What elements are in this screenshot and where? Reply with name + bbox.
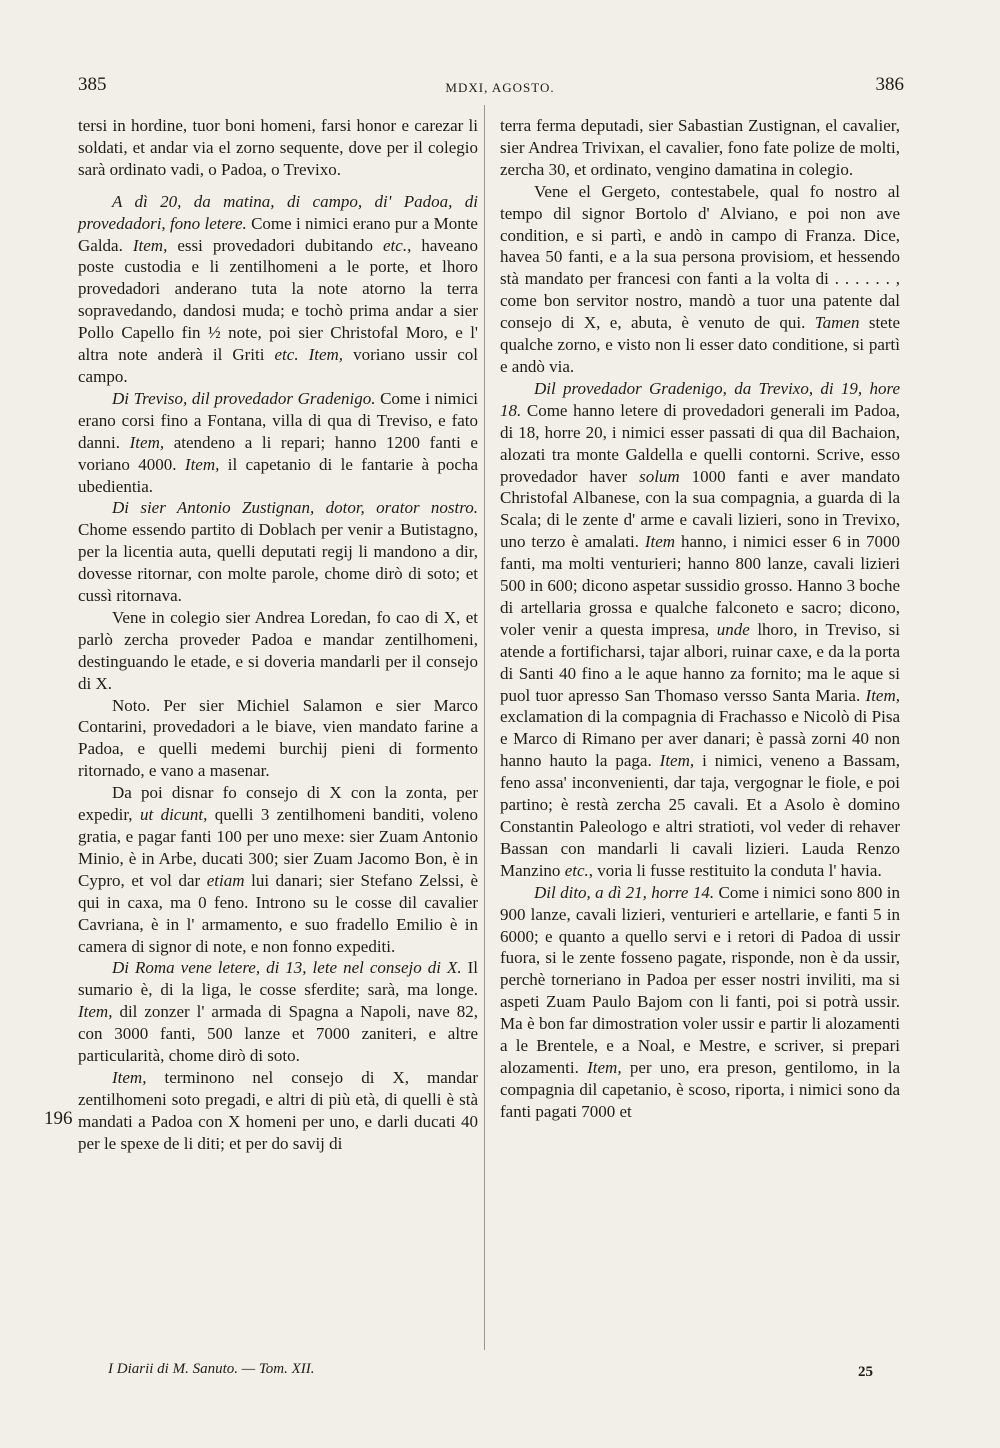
paragraph: Dil provedador Gradenigo, da Trevixo, di 19, hore 18. Come hanno letere di provedadori generali im Padoa, di 18, horre 20, i nimici esser passati di qua dil Bachaion, alozati tra monte Galdella e quelli contorni. Scrive, esso provedador haver solum 1000 fanti e aver mandato Christofal Albanese, con la sua compagnia, a guarda di la Scala; di le zente d' arme e cavali lizieri, sono in Trevixo, uno terzo è amalati. Item hanno, i nimici esser 6 in 7000 fanti, ma molti venturieri; hanno 800 lanze, cavali lizieri 500 in 600; dicono aspetar sussidio grosso. Hanno 3 boche di artellaria grossa e qualche falconeto e sacro; dicono, voler venir a questa impresa, unde lhoro, in Treviso, si atende a fortificharsi, tajar albori, ruinar caxe, e da la porta di Santi 40 fino a le aque hanno za fornito; ma le aque si puol tuor apresso San Thomaso versso Santa Maria. Item, exclamation di la compagnia di Frachasso e Nicolò di Pisa e Marco di Rimano per aver danari; è passà zorni 40 non hanno hauto la paga. Item, i nimici, veneno a Bassam, feno assa' inconvenienti, dar taja, vergognar le fiole, e poi partino; è restà zercha 25 cavali. Et a Asolo è domino Constantin Paleologo e altri stratioti, vol veder di rehaver Bassan con mandarli li cavali lizieri. Lauda Renzo Manzino etc., voria li fusse restituito la conduta l' havia. [500, 378, 900, 880]
paragraph: Da poi disnar fo consejo di X con la zonta, per expedir, ut dicunt, quelli 3 zentilhomeni banditi, voleno gratia, e pagar fanti 100 per uno mexe: sier Zuam Antonio Minio, è in Arbe, ducati 300; sier Zuam Jacomo Bon, è in Cypro, et vol dar etiam lui danari; sier Stefano Zelssi, è qui in caxa, ma 0 feno. Introno su le cosse dil cavalier Cavriana, è in l' armamento, e suo fradello Emilio è in camera di signor di note, e non fonno expediti. [78, 783, 479, 956]
paragraph: Noto. Per sier Michiel Salamon e sier Marco Contarini, provedadori a le biave, vien mandato farine a Padoa, e quelli medemi burchij pieni di formento ritornado, e vano a masenar. [78, 695, 478, 781]
paragraph: Item, terminono nel consejo di X, mandar zentilhomeni soto pregadi, e altri di più età, di quelli è stà mandati a Padoa con X homeni per uno, e darli ducati 40 per le spexe de li diti; et per do savij di [78, 1067, 478, 1153]
page-number-left: 385 [78, 74, 107, 95]
paragraph: A dì 20, da matina, di campo, di' Padoa, di provedadori, fono letere. Come i nimici erano pur a Monte Galda. Item, essi provedadori dubitando etc., haveano poste custodia e li zentilhomeni a le porte, et lhoro provedadori anderano tuta la note atorno la terra sopravedando, dandosi muda; e tochò prima andar a sier Pollo Capello fin ½ note, poi sier Christofal Moro, e l' altra note anderà il Griti etc. Item, voriano ussir col campo. [78, 191, 478, 386]
page-number-right: 386 [875, 74, 904, 95]
paragraph: Vene el Gergeto, contestabele, qual fo nostro al tempo dil signor Bortolo d' Alviano, e poi non ave condition, e si partì, e andò in campo di Franza. Dice, havea 50 fanti, e a la sua persona provisiom, et hessendo stà mandato per francesi con fanti a la volta di . . . . . . , come bon servitor nostro, mandò a tuor una patente dal consejo di X, e, abuta, è venuto de qui. Tamen stete qualche zorno, e visto non li esser dato conditione, si partì e andò via. [500, 181, 900, 376]
paragraph: Dil dito, a dì 21, horre 14. Come i nimici sono 800 in 900 lanze, cavali lizieri, venturieri e artellarie, e fanti 5 in 6000; e quanto a quello servi e i retori di Padoa di ussir fuora, si le zente fosseno pagate, risponde, non è da ussir, perchè torneriano in Padoa per esser nostri inviliti, ma si aspeti Zuam Paulo Bajom con li fanti, poi si potrà ussir. Ma è bon far dimostration voler ussir e partir li alozamenti a le Brentele, e a Noal, e Mestre, e scriver, si prepari alozamenti. Item, per uno, era preson, gentilomo, in la compagnia dil capetanio, è scoso, riporta, i nimici sono da fanti pagati 7000 et [500, 882, 900, 1121]
footer-signature: 25 [858, 1364, 873, 1380]
left-column [78, 115, 478, 1155]
paragraph: terra ferma deputadi, sier Sabastian Zustignan, el cavalier, sier Andrea Trivixan, el cavalier, fono fate polize de molti, zercha 30, et ordinato, vengino damatina in colegio. [500, 116, 900, 179]
right-column [500, 115, 900, 1123]
running-title: MDXI, AGOSTO. [445, 80, 555, 95]
paragraph: Di Roma vene letere, di 13, lete nel consejo di X. Il sumario è, di la liga, le cosse sferdite; sarà, ma longe. Item, dil zonzer l' armada di Spagna a Napoli, nave 82, con 3000 fanti, 500 lanze et 7000 zaniteri, e altre particularità, chome dirò di soto. [78, 958, 479, 1066]
margin-number: 196 [44, 1108, 73, 1129]
paragraph: Di sier Antonio Zustignan, dotor, orator nostro. Chome essendo partito di Doblach per venir a Butistagno, per la licentia auta, quelli deputati regij li mandono a dir, dovesse ritornar, con molte parole, chome dirò di soto; et cussì ritornava. [78, 498, 478, 606]
paragraph: Vene in colegio sier Andrea Loredan, fo cao di X, et parlò zercha proveder Padoa e mandar zentilhomeni, destinguando le etade, e si doveria mandarli per il consejo di X. [78, 607, 478, 693]
paragraph: tersi in hordine, tuor boni homeni, farsi honor e carezar li soldati, et andar via el zorno sequente, dove per il colegio sarà ordinato vadi, o Padoa, o Trevixo. [78, 116, 478, 179]
paragraph: Di Treviso, dil provedador Gradenigo. Come i nimici erano corsi fino a Fontana, villa di qua di Treviso, e fato danni. Item, atendeno a li repari; hanno 1200 fanti e voriano 4000. Item, il capetanio di le fantarie à pocha ubedientia. [78, 388, 478, 496]
footer-citation: I Diarii di M. Sanuto. — Tom. XII. [108, 1361, 315, 1377]
column-divider [484, 105, 485, 1350]
